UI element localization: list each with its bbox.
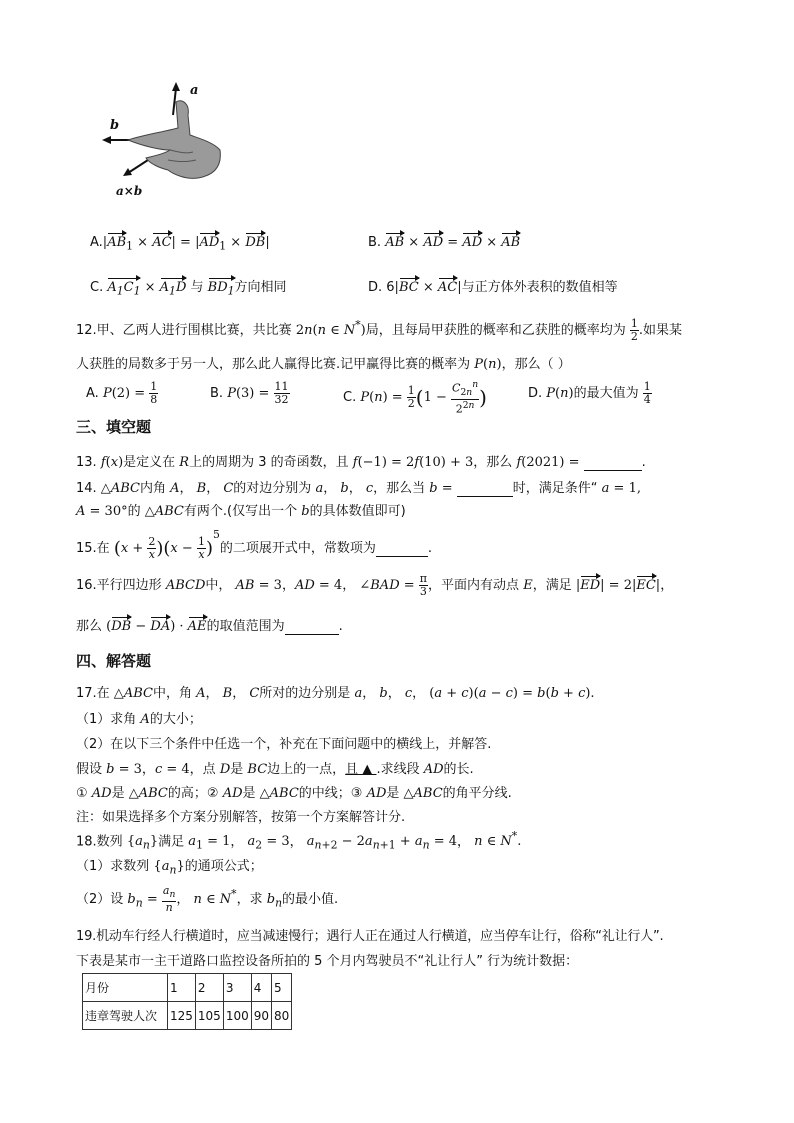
q17-cond3-end: 的角平分线. (442, 786, 512, 801)
q14-line2-mid: 的 △ (127, 504, 155, 519)
q15-answer-blank[interactable] (376, 541, 428, 557)
q17-assume-t4: .求线段 (376, 762, 420, 777)
vector-b-label: b (110, 118, 120, 133)
vector-axb-label: a×b (116, 184, 143, 198)
q13: 13. f(x)是定义在 R上的周期为 3 的奇函数，且 f(−1) = 2f(10) + 3，那么 f(2021) = . (76, 455, 646, 470)
q19-line2: 下表是某市一主干道路口监控设备所拍的 5 个月内驾驶员不“礼让行人” 行为统计数据： (76, 954, 579, 969)
q11-option-a-prefix: A. (90, 235, 103, 250)
q16-line2-prefix: 那么 (76, 619, 103, 634)
q16-prefix: 16.平行四边形 (76, 578, 162, 593)
q12-option-a-prefix: A. (86, 386, 99, 401)
q14-text4: 时，满足条件“ (512, 481, 598, 496)
q16-text1: 中， (205, 578, 232, 593)
q17-assume-prefix: 假设 (76, 762, 103, 777)
q12-option-d-prefix: D. (528, 386, 543, 401)
q14-line2-end: 有两个.(仅写出一个 (183, 504, 298, 519)
q12-line2-prefix: 人获胜的局数多于另一人，那么此人赢得比赛.记甲赢得比赛的概率为 (76, 357, 471, 372)
q12-line1-suffix: .如果某 (638, 323, 682, 338)
q18-text1: 满足 (158, 834, 185, 850)
q11-option-a-formula: $|AB_1 \times AC| = |AD_1 \times DB|$ (102, 235, 270, 253)
q17-text1: 中，角 (152, 686, 192, 701)
q19-line1: 19.机动车行经人行横道时，应当减速慢行；遇行人正在通过人行横道，应当停车让行，俗称“礼让行人”. (76, 929, 664, 944)
q17-cond1-mark: ① (76, 786, 88, 801)
q15-end: . (427, 541, 433, 556)
q12-option-a: A. P(2) = $\frac{1}{8}$ (86, 380, 158, 406)
q15-prefix: 15.在 (76, 541, 110, 556)
q14-text2: 的对边分别为 (233, 481, 312, 496)
table-header-row (83, 974, 292, 1002)
q11-option-d-formula: |BC × AC| (394, 280, 462, 295)
q11-option-c-formula: $A_1C_1 \times A_1D$ 与 $BD_1$ (107, 280, 235, 298)
q17-part2-text: （2）在以下三个条件中任选一个，补充在下面问题中的横线上，并解答. (76, 737, 492, 752)
q11-option-d-suffix: 与正方体外表积的数值相等 (461, 280, 618, 295)
table-cell: 100 (223, 1002, 251, 1030)
q11-option-a (90, 235, 270, 253)
q18-part2: （2）设 $b_n$ = $\frac{a_n}{n}$ ， n ∈ N*，求 $b_n$的最小值. (76, 884, 339, 915)
q17-assume-t1: ，点 (189, 762, 216, 777)
table-cell: 90 (251, 1002, 271, 1030)
q17-note: 注：如果选择多个方案分别解答，按第一个方案解答计分. (76, 810, 406, 825)
violation-stats-table (82, 973, 292, 1030)
q12-line1-mid: 局，且每局甲获胜的概率和乙获胜的概率均为 (365, 323, 626, 338)
table-cell: 125 (168, 1002, 196, 1030)
table-cell: 2 (195, 974, 223, 1002)
q17-part1-end: 的大小； (149, 712, 202, 727)
table-cell: 违章驾驶人次 (83, 1002, 168, 1030)
q17-assume-t2: 是 (230, 762, 244, 777)
q12-option-b: B. P(3) = $\frac{11}{32}$ (210, 380, 289, 406)
q17-part1-text: （1）求角 (76, 712, 137, 727)
q14-line2: A = 30°的 △ABC有两个.(仅写出一个 b的具体数值即可) (76, 504, 406, 519)
vector-a-label: a (190, 83, 199, 98)
section-fill-in-heading: 三、填空题 (76, 418, 152, 436)
right-hand-figure (98, 80, 228, 200)
q11-option-b-formula: AB × AD = AD × AB (385, 235, 521, 250)
q14-number: 14. △ (76, 481, 111, 496)
q17-text2: 所对的边分别是 (259, 686, 351, 701)
q16-text3: ，满足 (532, 578, 572, 593)
table-cell: 1 (168, 974, 196, 1002)
q17-blank-mark: 且 ▲ (345, 762, 377, 777)
q14-text3: ，那么当 (373, 481, 426, 496)
table-row (83, 1002, 292, 1030)
q18-line1: 18.数列 $\{a_n\}$满足 $a_1 = 1$， $a_2 = 3$， $a_{n+2} - 2a_{n+1} + a_n = 4$， n ∈ N*. (76, 830, 522, 852)
table-cell: 80 (272, 1002, 292, 1030)
q17-cond3-text: 是 △ (386, 786, 414, 801)
q17-cond2-end: 的中线；③ (298, 786, 363, 801)
q17-cond1-text: 是 △ (111, 786, 139, 801)
q13-text2: 上的周期为 3 的奇函数，且 (189, 455, 349, 470)
q11-option-d-prefix: D. 6 (368, 280, 395, 295)
q12-line2-suffix: ，那么（ ） (501, 357, 571, 372)
q11-option-d (368, 276, 618, 295)
q16-answer-blank[interactable] (285, 619, 339, 635)
q11-option-c (90, 276, 287, 298)
q15: 15.在 (x + $\frac{2}{x}$ )(x − $\frac{1}{x}$ )$^5$的二项展开式中，常数项为 . (76, 528, 433, 561)
q12-option-b-prefix: B. (210, 386, 224, 401)
table-cell: 4 (251, 974, 271, 1002)
q18-part2-end: 的最小值. (282, 892, 339, 908)
q11-option-b-prefix: B. (368, 235, 382, 250)
hand-illustration (98, 80, 228, 200)
q16-line1: 16.平行四边形 ABCD中， AB = 3，AD = 4， ∠BAD = $\frac{\pi}{3}$ ，平面内有动点 E，满足 |ED| = 2|EC|， (76, 572, 674, 598)
q12-option-d: D. P(n)的最大值为 $\frac{1}{4}$ (528, 380, 651, 406)
q12-half-fraction: $\frac{1}{2}$ (630, 317, 638, 343)
q12-line2 (76, 353, 571, 372)
q14-text1: 内角 (139, 481, 166, 496)
q11-option-c-suffix: 方向相同 (234, 280, 287, 295)
q13-text1: 是定义在 (123, 455, 176, 470)
q13-answer-blank[interactable] (584, 455, 642, 471)
q17-prefix: 17.在 △ (76, 686, 124, 701)
q14-line1: 14. △ABC内角 A， B， C的对边分别为 a， b， c，那么当 b = 时，满足条件“ a = 1, (76, 481, 641, 496)
q16-line2: 那么 (DB − DA) · AE的取值范围为 . (76, 619, 343, 634)
table-cell: 105 (195, 1002, 223, 1030)
q17-conditions: ① AD是 △ABC的高；② AD是 △ABC的中线；③ AD是 △ABC的角平分线. (76, 786, 512, 801)
section-solve-heading: 四、解答题 (76, 652, 152, 670)
q12-option-d-suffix: 的最大值为 (573, 386, 639, 401)
q17-assume-t3: 边上的一点， (267, 762, 346, 777)
q17-cond2-text: 是 △ (242, 786, 270, 801)
q17-cond1-end: 的高；② (167, 786, 219, 801)
q13-end: . (641, 455, 646, 470)
table-cell: 5 (272, 974, 292, 1002)
q17-part1: （1）求角 A的大小； (76, 712, 202, 727)
q13-text3: ，那么 (473, 455, 513, 470)
q12-games-formula: 2n(n ∈ N*) (295, 318, 366, 338)
q16-text2: ，平面内有动点 (428, 578, 520, 593)
q12-option-c: C. P(n) = $\frac{1}{2}$ (1 − $\frac{C_{2n}^n}{2^{2n}}$ ) (343, 379, 487, 416)
q18-part1-text: （1）求数列 (76, 859, 150, 874)
q12-line1-prefix: 12.甲、乙两人进行围棋比赛，共比赛 (76, 323, 292, 338)
table-cell: 3 (223, 974, 251, 1002)
table-cell: 月份 (83, 974, 168, 1002)
q14-answer-blank[interactable] (457, 481, 513, 497)
q17-part2 (76, 733, 491, 752)
q14-line2-tail: 的具体数值即可) (309, 504, 406, 519)
q18-part1: （1）求数列 $\{a_n\}$的通项公式； (76, 859, 263, 877)
q16-end: . (338, 619, 343, 634)
q13-number: 13. (76, 455, 97, 470)
q17-line1: 17.在 △ABC中，角 A， B， C所对的边分别是 a， b， c， (a + c)(a − c) = b(b + c). (76, 686, 595, 701)
q12-option-c-prefix: C. (343, 389, 357, 405)
q12-pn: P(n) (474, 357, 502, 372)
q18-part2-mid: ，求 (236, 892, 263, 908)
q12-line1 (76, 318, 682, 343)
q17-assume: 假设 b = 3，c = 4，点 D是 BC边上的一点，且 ▲ .求线段 AD的长. (76, 762, 474, 777)
q18-prefix: 18.数列 (76, 834, 123, 850)
q16-line2-suffix: 的取值范围为 (206, 619, 285, 634)
q17-assume-t5: 的长. (443, 762, 474, 777)
q18-part1-end: 的通项公式； (184, 859, 263, 874)
q11-option-c-prefix: C. (90, 280, 104, 295)
q18-part2-prefix: （2）设 (76, 892, 124, 908)
q15-suffix: 的二项展开式中，常数项为 (219, 541, 376, 556)
q11-option-b (368, 235, 520, 250)
